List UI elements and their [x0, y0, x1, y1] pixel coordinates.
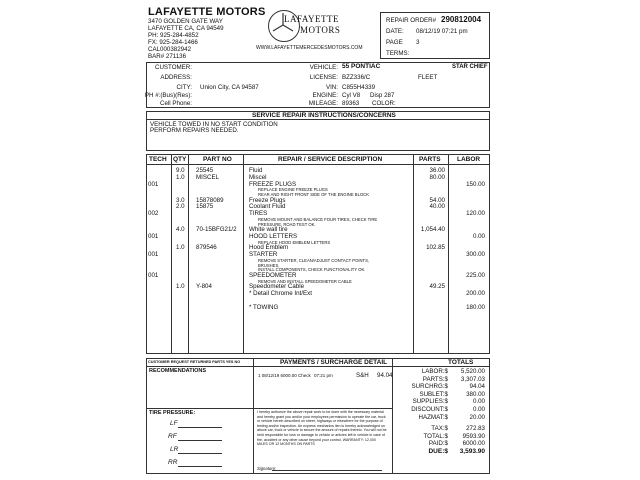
cell-parts: 1,054.40	[420, 226, 445, 234]
total-label: HAZMAT:$	[418, 413, 448, 421]
instructions-divider	[146, 119, 490, 120]
customer-label: ADDRESS:	[160, 74, 192, 81]
repair-order-number: 290812004	[441, 15, 482, 24]
cell-description-note: REPLACE ENGINE FREEZE PLUGS	[258, 187, 328, 193]
instruction-line-1: VEHICLE TOWED IN NO START CONDITION	[150, 121, 278, 128]
cell-labor: 200.00	[466, 290, 485, 297]
summary-col-divider-3	[253, 408, 254, 474]
cell-tech: 001	[148, 180, 159, 188]
cell-description: Miscel	[249, 173, 267, 181]
cell-part-no: Y-804	[196, 283, 212, 291]
cell-description-note: REMOVE STARTER, CLEAN/ADJUST CONTACT POINTS,	[258, 258, 370, 263]
fleet-label: FLEET	[418, 74, 438, 81]
total-label: SURCHRG:$	[411, 383, 448, 391]
total-value: 20.00	[469, 413, 485, 421]
col-divider-2	[188, 154, 189, 354]
company-address-line: BAR# 271136	[148, 53, 187, 60]
cell-labor: 120.00	[466, 210, 485, 218]
cell-description: Speedometer Cable	[249, 283, 305, 291]
total-label: DUE:$	[428, 448, 448, 455]
tire-label: LR	[170, 446, 179, 453]
total-label: TOTAL:$	[423, 432, 448, 440]
customer-label: CITY:	[176, 84, 192, 91]
tire-label: RF	[168, 433, 177, 440]
cell-parts: 40.00	[429, 203, 445, 211]
tire-label: LF	[170, 420, 178, 427]
cell-qty: 3.0	[176, 196, 185, 204]
company-address-line: PH: 925-284-4852	[148, 32, 199, 39]
total-value: 6000.00	[462, 440, 485, 448]
col-header-qty: QTY	[173, 156, 187, 163]
company-name: LAFAYETTE MOTORS	[148, 6, 266, 18]
cell-qty: 1.0	[176, 244, 185, 252]
vehicle-label: ENGINE:	[312, 92, 338, 99]
col-header-tech: TECH	[149, 156, 167, 163]
table-header-divider	[146, 164, 490, 165]
summary-col-divider-1	[253, 358, 254, 408]
company-website: WWW.LAFAYETTEMERCEDESMOTORS.COM	[256, 45, 363, 51]
col-divider-4	[413, 154, 414, 354]
terms-label: TERMS:	[386, 50, 410, 57]
total-label: DISCOUNT:$	[411, 406, 448, 413]
company-address-line: 3470 GOLDEN GATE WAY	[148, 18, 223, 25]
order-date: 08/12/19 07:21 pm	[416, 28, 468, 35]
vehicle-label: VIN:	[325, 84, 338, 91]
vehicle-vin: C855H4339	[342, 84, 376, 91]
vehicle-model: STAR CHIEF	[452, 64, 488, 70]
cell-description: Hood Emblem	[249, 244, 289, 252]
vehicle-name: 55 PONTIAC	[342, 63, 381, 70]
total-label: SUBLET:$	[419, 390, 448, 398]
cell-description-note: REMOVE AND INSTALL SPEEDOMETER CABLE	[258, 278, 352, 284]
logo-text-top: LAFAYETTE	[284, 14, 339, 24]
cell-labor: 225.00	[466, 271, 485, 279]
tire-label: RR	[168, 459, 178, 466]
total-label: SUPPLIES:$	[412, 398, 448, 406]
total-value: 272.83	[466, 425, 485, 433]
cell-qty: 1.0	[176, 283, 185, 291]
cell-description: HOOD LETTERS	[249, 233, 298, 240]
cell-description-note: BRUSHES,	[258, 262, 280, 268]
col-divider-1	[171, 154, 172, 354]
sh-label: S&H	[356, 372, 369, 379]
cell-description: Fluid	[249, 167, 263, 174]
cell-parts: 49.25	[429, 283, 445, 291]
company-address-line: FX: 925-284-1466	[148, 39, 198, 46]
cell-description-note: INSTALL COMPONENTS, CHECK FUNCTIONALITY OK.	[258, 267, 366, 273]
authorization-text: I hereby authorize the above repair work to be done with the necessary material and hereby grant you and/or your employees permission to operate the car, truck or vehicle herein described on street, highways or elsewhere for the purpose of testing and/or inspection. An express mechanics lien is hereby acknowledged on above car, truck or vehicle to secure the amount of repairs thereto. You will not be held responsible for loss or damage to vehicle or articles left in vehicle in case of fire, accident or any other cause beyond your control. WARRANTY: 12,000 MILES OR 12 MONTHS ON PARTS	[257, 410, 387, 447]
cell-qty: 2.0	[176, 203, 185, 211]
cell-part-no: 25545	[196, 167, 214, 174]
cell-description: White wall tire	[249, 226, 288, 234]
cell-description: * TOWING	[249, 303, 279, 311]
cell-qty: 4.0	[176, 226, 185, 234]
total-value: 5,520.00	[460, 368, 485, 375]
cell-part-no: 15875	[196, 203, 214, 211]
total-label: LABOR:$	[421, 368, 448, 375]
line-items-table	[146, 154, 490, 354]
cell-parts: 36.00	[429, 167, 445, 174]
cell-description: STARTER	[249, 251, 278, 259]
cell-labor: 300.00	[466, 251, 485, 259]
cell-description: Coolant Fluid	[249, 203, 286, 211]
cell-part-no: 70-15BFG21/2	[196, 226, 237, 234]
cell-part-no: 15878089	[196, 196, 224, 204]
signature-label: Signature:	[257, 466, 277, 471]
cell-parts: 102.85	[426, 244, 445, 252]
cell-part-no: MISCEL	[196, 173, 220, 181]
tire-pressure-input[interactable]	[178, 453, 222, 454]
customer-label: CUSTOMER:	[154, 64, 192, 71]
total-value: 3,307.03	[460, 375, 485, 383]
payment-line: 1 08/12/19 6000.00 Check	[258, 373, 311, 378]
cell-description-note: REMOVE MOUNT AND BALANCE FOUR TIRES, CHECK TIRE	[258, 217, 378, 222]
cell-qty: 9.0	[176, 167, 185, 174]
total-value: 0.00	[472, 398, 485, 406]
total-value: 380.00	[466, 390, 485, 398]
recommendations-label: RECOMMENDATIONS	[149, 368, 207, 374]
cell-description: * Detail Chrome Int/Ext	[249, 290, 312, 297]
tire-pressure-label: TIRE PRESSURE:	[149, 410, 196, 416]
payment-time: 07:21 pm	[314, 373, 333, 378]
color-label: COLOR:	[372, 100, 396, 107]
cell-tech: 001	[148, 251, 159, 259]
customer-label: PH #:(Bus)(Res):	[144, 92, 192, 99]
vehicle-engine: Cyl V8	[342, 92, 361, 99]
cell-parts: 54.00	[429, 196, 445, 204]
cell-labor: 150.00	[466, 180, 485, 188]
total-value: 0.00	[472, 406, 485, 413]
totals-title: TOTALS	[448, 359, 474, 366]
cell-labor: 180.00	[466, 303, 485, 311]
col-header-labor: LABOR	[457, 156, 481, 163]
cell-description-note: REPLACE HOOD EMBLEM LETTERS	[258, 239, 331, 245]
cell-parts: 80.00	[429, 173, 445, 181]
tire-pressure-input[interactable]	[178, 466, 222, 467]
vehicle-license: BZZ336/C	[342, 74, 371, 81]
tire-pressure-input[interactable]	[178, 440, 222, 441]
instructions-title: SERVICE REPAIR INSTRUCTIONS/CONCERNS	[252, 112, 396, 119]
page-label: PAGE	[386, 39, 403, 46]
col-header-parts: PARTS	[419, 156, 441, 163]
cell-description-note: PRESSURE, ROAD TEST OK.	[258, 221, 316, 227]
cell-description: Freeze Plugs	[249, 196, 286, 204]
payments-title: PAYMENTS / SURCHARGE DETAIL	[280, 359, 388, 366]
customer-label: Cell Phone:	[160, 100, 192, 107]
summary-header-divider	[146, 366, 490, 367]
vehicle-mileage: 89363	[342, 100, 360, 107]
total-label: TAX:$	[431, 425, 448, 433]
total-value: 9593.90	[462, 432, 485, 440]
total-value: 3,593.90	[459, 448, 485, 455]
summary-mid-divider	[146, 408, 392, 409]
cell-description: SPEEDOMETER	[249, 271, 297, 279]
total-label: PAID:$	[428, 440, 448, 448]
col-header-description: REPAIR / SERVICE DESCRIPTION	[278, 156, 383, 163]
total-label: PARTS:$	[422, 375, 448, 383]
date-label: DATE:	[386, 28, 404, 35]
cell-qty: 1.0	[176, 173, 185, 181]
customer-city: Union City, CA 94587	[200, 84, 259, 91]
cell-description: TIRES	[249, 210, 268, 218]
vehicle-disp: Disp 287	[370, 92, 395, 99]
cell-description: FREEZE PLUGS	[249, 180, 297, 188]
sh-value: 94.04	[377, 372, 393, 379]
company-address-line: LAFAYETTE CA, CA 94549	[148, 25, 224, 32]
customer-request-label: CUSTOMER REQUEST RETURNED PARTS YES NO	[148, 360, 241, 364]
company-address-line: CAL000382942	[148, 46, 192, 53]
logo-text-bottom: MOTORS	[300, 25, 341, 35]
total-value: 94.04	[469, 383, 485, 391]
cell-tech: 001	[148, 271, 159, 279]
repair-order-label: REPAIR ORDER#	[386, 17, 437, 24]
vehicle-label: MILEAGE:	[308, 100, 338, 107]
signature-line[interactable]	[272, 470, 382, 471]
cell-part-no: 879546	[196, 244, 217, 252]
col-divider-3	[243, 154, 244, 354]
page-number: 3	[416, 39, 420, 46]
col-header-part-no: PART NO	[203, 156, 232, 163]
vehicle-label: VEHICLE:	[309, 64, 338, 71]
tire-pressure-input[interactable]	[178, 427, 222, 428]
cell-description-note: REAR AND RIGHT FRONT SIDE OF THE ENGINE BLOCK	[258, 192, 369, 197]
cell-labor: 0.00	[472, 233, 485, 240]
instruction-line-2: PERFORM REPAIRS NEEDED.	[150, 127, 239, 134]
cell-tech: 002	[148, 210, 159, 218]
cell-tech: 001	[148, 233, 159, 240]
vehicle-label: LICENSE:	[309, 74, 338, 81]
